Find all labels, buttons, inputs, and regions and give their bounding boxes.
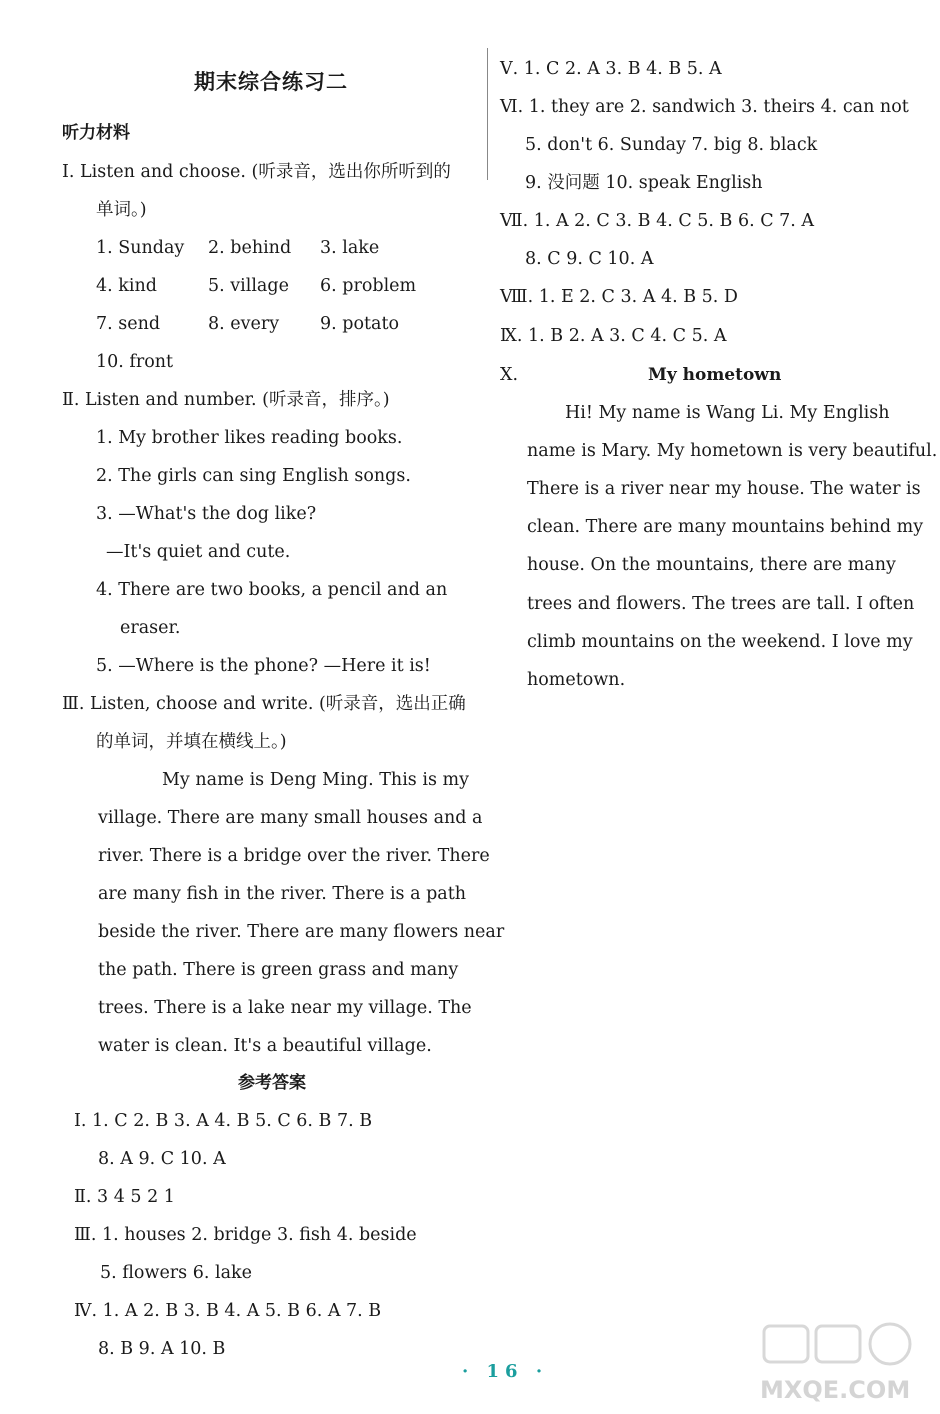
- essay-line: trees and flowers. The trees are tall. I often: [527, 594, 915, 614]
- passage-line: river. There is a bridge over the river. There: [98, 846, 490, 866]
- word-item: 3. lake: [320, 238, 380, 258]
- passage-line: beside the river. There are many flowers near: [98, 922, 505, 942]
- word-item: 2. behind: [208, 238, 292, 258]
- page-number: · 16 ·: [462, 1361, 549, 1382]
- answer-line: Ⅱ. 3 4 5 2 1: [74, 1187, 175, 1207]
- word-item: 6. problem: [320, 276, 417, 296]
- word-item: 5. village: [208, 276, 289, 296]
- section1-instruction: Ⅰ. Listen and choose. (听录音，选出你所听到的: [62, 162, 451, 182]
- essay-line: hometown.: [527, 670, 626, 690]
- essay-line: clean. There are many mountains behind my: [527, 517, 924, 537]
- answer-line: 8. B 9. A 10. B: [98, 1339, 226, 1359]
- word-item: 4. kind: [96, 276, 157, 296]
- answer-line: Ⅵ. 1. they are 2. sandwich 3. theirs 4. can not: [500, 97, 909, 117]
- passage-line: My name is Deng Ming. This is my: [162, 770, 469, 790]
- passage-line: are many fish in the river. There is a path: [98, 884, 467, 904]
- word-item: 10. front: [96, 352, 174, 372]
- word-item: 7. send: [96, 314, 161, 334]
- passage-line: water is clean. It's a beautiful village.: [98, 1036, 432, 1056]
- essay-title: My hometown: [648, 365, 782, 385]
- sentence-line: 5. —Where is the phone? —Here it is!: [96, 656, 431, 676]
- passage-line: village. There are many small houses and a: [98, 808, 483, 828]
- answer-line: 5. flowers 6. lake: [100, 1263, 252, 1283]
- answer-line: Ⅸ. 1. B 2. A 3. C 4. C 5. A: [500, 326, 727, 346]
- watermark-logo: [752, 1318, 922, 1408]
- svg-text:MXQE.COM: MXQE.COM: [760, 1376, 911, 1404]
- answer-line: Ⅰ. 1. C 2. B 3. A 4. B 5. C 6. B 7. B: [74, 1111, 373, 1131]
- answer-heading: 参考答案: [238, 1073, 306, 1093]
- column-divider: [487, 48, 488, 180]
- page-title: 期末综合练习二: [194, 70, 348, 94]
- sentence-line: 2. The girls can sing English songs.: [96, 466, 411, 486]
- passage-line: trees. There is a lake near my village. The: [98, 998, 472, 1018]
- answer-line: 9. 没问题 10. speak English: [525, 173, 763, 193]
- answer-line: 5. don't 6. Sunday 7. big 8. black: [525, 135, 818, 155]
- answer-line: Ⅲ. 1. houses 2. bridge 3. fish 4. beside: [74, 1225, 417, 1245]
- sentence-line: 4. There are two books, a pencil and an: [96, 580, 448, 600]
- sentence-line: 1. My brother likes reading books.: [96, 428, 403, 448]
- section2-instruction: Ⅱ. Listen and number. (听录音，排序。): [62, 390, 390, 410]
- answer-line: 8. C 9. C 10. A: [525, 249, 654, 269]
- listening-heading: 听力材料: [62, 123, 130, 143]
- essay-line: Hi! My name is Wang Li. My English: [565, 403, 890, 423]
- answer-line: Ⅶ. 1. A 2. C 3. B 4. C 5. B 6. C 7. A: [500, 211, 815, 231]
- word-item: 8. every: [208, 314, 280, 334]
- answer-line: Ⅳ. 1. A 2. B 3. B 4. A 5. B 6. A 7. B: [74, 1301, 382, 1321]
- essay-line: name is Mary. My hometown is very beautiful.: [527, 441, 938, 461]
- section3-instruction-cont: 的单词，并填在横线上。): [96, 732, 287, 752]
- sentence-line: 3. —What's the dog like?: [96, 504, 317, 524]
- passage-line: the path. There is green grass and many: [98, 960, 459, 980]
- section1-instruction-cont: 单词。): [96, 200, 147, 220]
- word-item: 1. Sunday: [96, 238, 185, 258]
- section3-instruction: Ⅲ. Listen, choose and write. (听录音，选出正确: [62, 694, 466, 714]
- essay-line: There is a river near my house. The water is: [527, 479, 921, 499]
- sentence-line: —It's quiet and cute.: [106, 542, 291, 562]
- essay-line: climb mountains on the weekend. I love my: [527, 632, 913, 652]
- sentence-line: eraser.: [120, 618, 181, 638]
- essay-line: house. On the mountains, there are many: [527, 555, 896, 575]
- essay-label: Ⅹ.: [500, 365, 519, 385]
- answer-line: Ⅴ. 1. C 2. A 3. B 4. B 5. A: [500, 59, 722, 79]
- word-item: 9. potato: [320, 314, 400, 334]
- answer-line: 8. A 9. C 10. A: [98, 1149, 226, 1169]
- answer-line: Ⅷ. 1. E 2. C 3. A 4. B 5. D: [500, 287, 738, 307]
